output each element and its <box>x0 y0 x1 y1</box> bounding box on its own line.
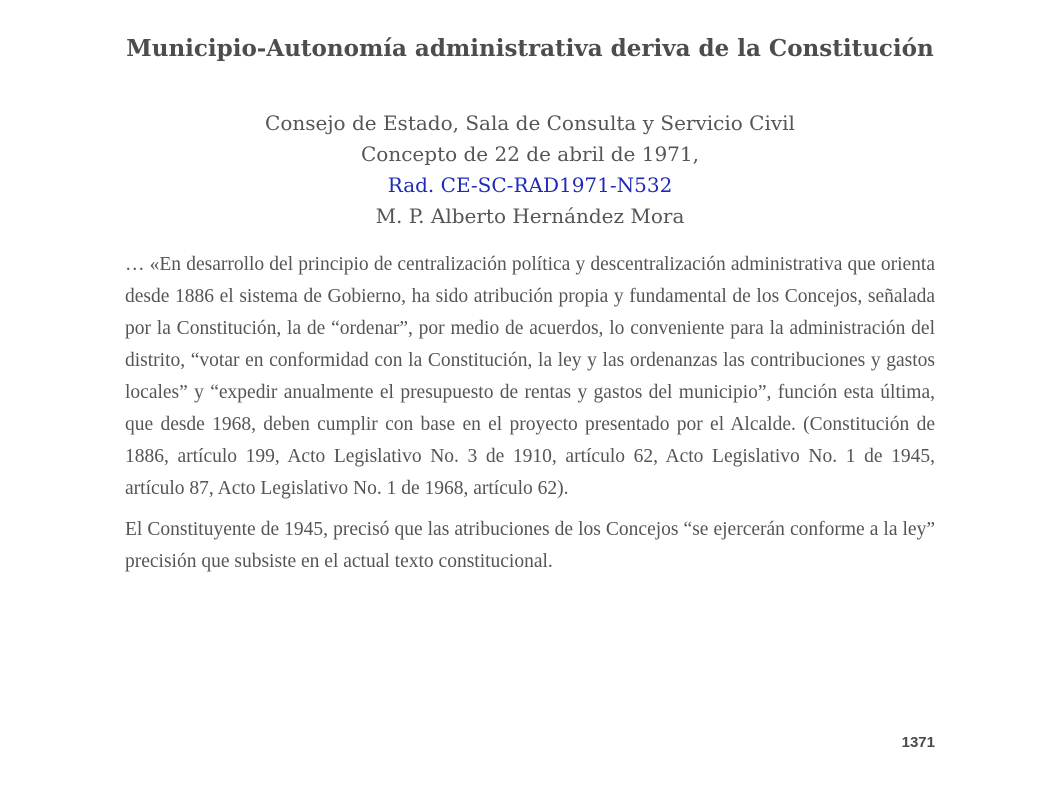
issuer-line: Consejo de Estado, Sala de Consulta y Servicio Civil <box>265 111 795 135</box>
radication-link[interactable]: Rad. CE-SC-RAD1971-N532 <box>387 173 673 197</box>
page-title: Municipio-Autonomía administrativa deriva de la Constitución <box>126 35 934 62</box>
concept-date-line: Concepto de 22 de abril de 1971, <box>361 142 699 166</box>
body-paragraph-1: … «En desarrollo del principio de centralización política y descentralización administrativa que orienta desde 1886 el sistema de Gobierno, ha sido atribución propia y fundamental de los Concejos, señalada por la Constitución, la de “ordenar”, por medio de acuerdos, lo conveniente para la administración del distrito, “votar en conformidad con la Constitución, la ley y las ordenanzas las contribuciones y gastos locales” y “expedir anualmente el presupuesto de rentas y gastos del municipio”, función esta última, que desde 1968, deben cumplir con base en el proyecto presentado por el Alcalde. (Constitución de 1886, artículo 199, Acto Legislativo No. 3 de 1910, artículo 62, Acto Legislativo No. 1 de 1945, artículo 87, Acto Legislativo No. 1 de 1968, artículo 62). <box>125 254 935 499</box>
radication-line <box>125 170 935 201</box>
document-body <box>125 249 935 587</box>
magistrate-line: M. P. Alberto Hernández Mora <box>375 204 685 228</box>
document-metadata <box>125 108 935 232</box>
page-number: 1371 <box>901 734 935 751</box>
body-paragraph-2: El Constituyente de 1945, precisó que las atribuciones de los Concejos “se ejercerán conforme a la ley” precisión que subsiste en el actual texto constitucional. <box>125 519 935 572</box>
